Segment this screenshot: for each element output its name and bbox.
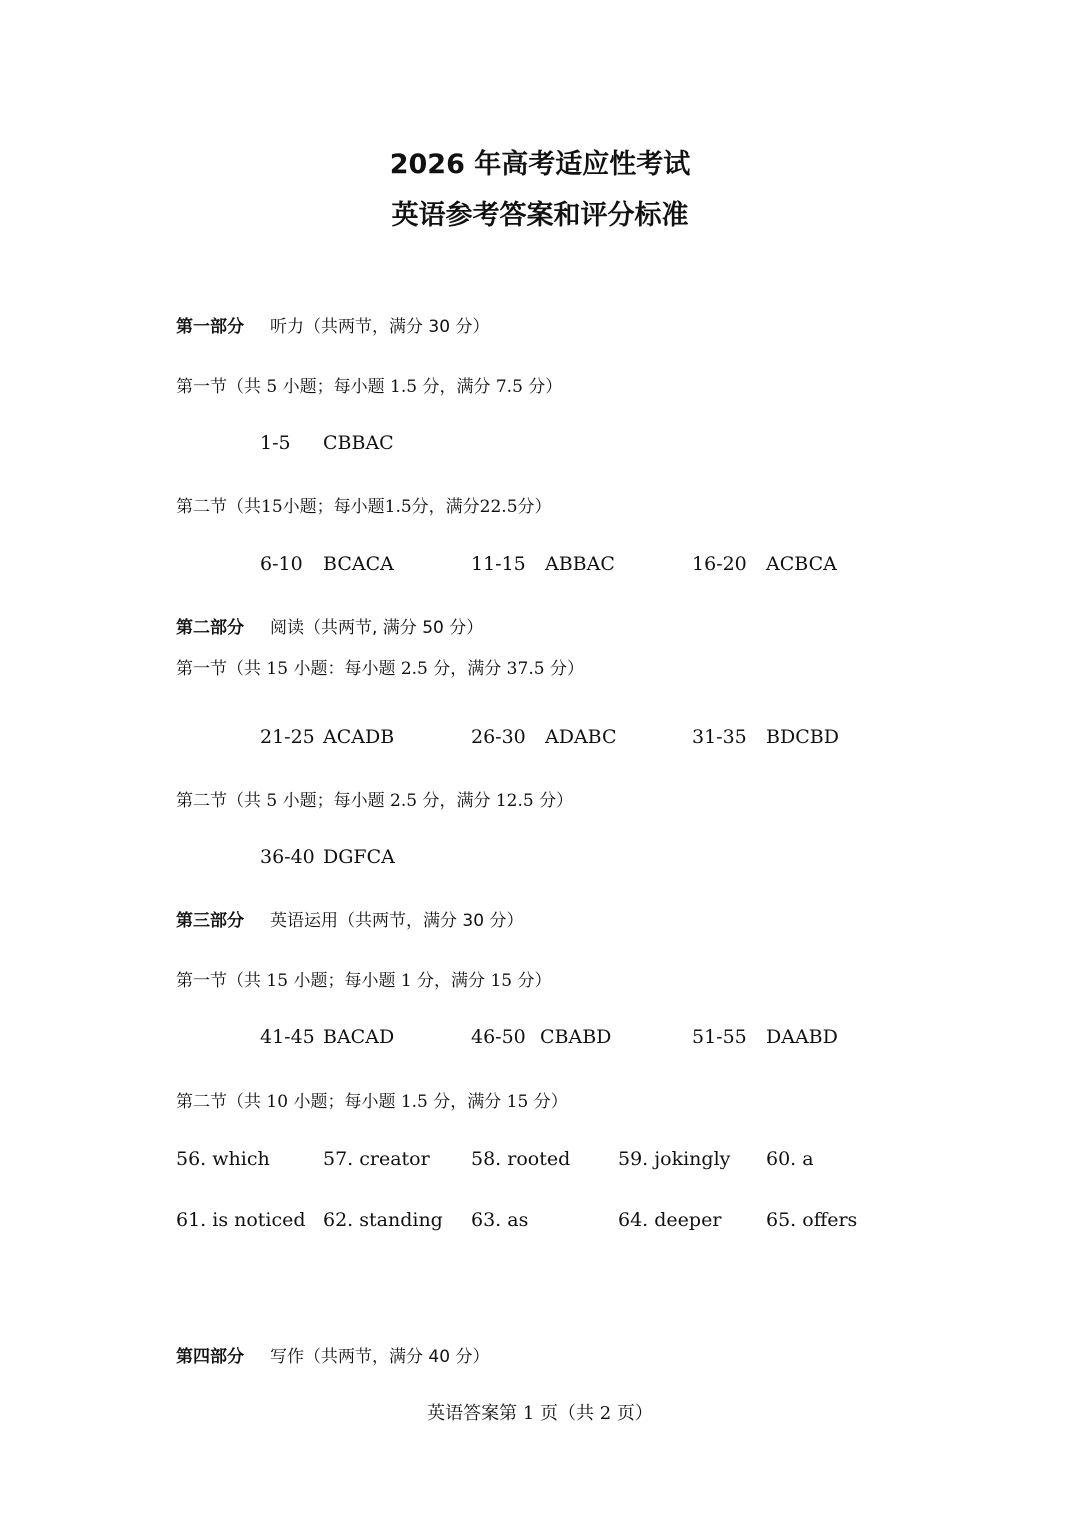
fill-answer: 62. standing [323,1209,443,1231]
part2-heading [176,613,483,638]
answer-range: 51-55 [692,1026,747,1048]
answer-letters: DAABD [766,1026,838,1048]
part3-desc: 英语运用（共两节，满分 30 分） [270,911,524,931]
part1-heading [176,312,489,337]
fill-answer: 59. jokingly [618,1148,731,1170]
answer-letters: BACAD [323,1026,395,1048]
answer-range: 41-45 [260,1026,315,1048]
answer-group [471,553,615,575]
answer-letters: CBABD [540,1026,612,1048]
part3-section1-heading: 第一节（共 15 小题；每小题 1 分，满分 15 分） [176,971,552,991]
answer-group [692,726,839,748]
fill-answer: 61. is noticed [176,1209,306,1231]
answer-range: 1-5 [260,432,291,454]
fill-answer: 65. offers [766,1209,858,1231]
answer-range: 26-30 [471,726,526,748]
fill-answer: 56. which [176,1148,270,1170]
part1-section1-heading: 第一节（共 5 小题；每小题 1.5 分，满分 7.5 分） [176,377,563,397]
answer-letters: DGFCA [323,846,395,868]
part2-desc: 阅读（共两节, 满分 50 分） [270,618,484,638]
part4-desc: 写作（共两节，满分 40 分） [270,1347,490,1367]
fill-answer: 63. as [471,1209,529,1231]
answer-letters: ADABC [545,726,617,748]
part4-label: 第四部分 [176,1347,244,1367]
part2-section2-heading: 第二节（共 5 小题；每小题 2.5 分，满分 12.5 分） [176,791,574,811]
answer-letters: ACADB [323,726,395,748]
fill-answer: 58. rooted [471,1148,571,1170]
answer-group [260,846,395,868]
answer-letters: CBBAC [323,432,394,454]
part1-label: 第一部分 [176,317,244,337]
answer-group [471,726,617,748]
answer-letters: BDCBD [766,726,839,748]
part3-section2-heading: 第二节（共 10 小题；每小题 1.5 分，满分 15 分） [176,1092,568,1112]
answer-range: 11-15 [471,553,526,575]
part1-desc: 听力（共两节，满分 30 分） [270,317,490,337]
part3-label: 第三部分 [176,911,244,931]
answer-group [260,726,394,748]
part3-heading [176,906,523,931]
answer-range: 6-10 [260,553,303,575]
answer-group [260,1026,394,1048]
page-title: 2026 年高考适应性考试 [389,149,691,180]
part4-heading [176,1342,489,1367]
part2-label: 第二部分 [176,618,244,638]
answer-range: 36-40 [260,846,315,868]
answer-group [471,1026,611,1048]
answer-group [260,553,394,575]
answer-range: 21-25 [260,726,315,748]
answer-range: 31-35 [692,726,747,748]
answer-group [692,1026,838,1048]
answer-group [692,553,837,575]
page-footer: 英语答案第 1 页（共 2 页） [427,1403,653,1424]
part2-section1-heading: 第一节（共 15 小题：每小题 2.5 分，满分 37.5 分） [176,659,584,679]
fill-answer: 64. deeper [618,1209,722,1231]
answer-group [260,432,394,454]
answer-range: 46-50 [471,1026,526,1048]
fill-answer: 60. a [766,1148,814,1170]
fill-answer: 57. creator [323,1148,430,1170]
answer-letters: BCACA [323,553,394,575]
answer-letters: ABBAC [545,553,615,575]
answer-letters: ACBCA [766,553,837,575]
part1-section2-heading: 第二节（共15小题；每小题1.5分，满分22.5分） [176,497,552,517]
answer-range: 16-20 [692,553,747,575]
page-subtitle: 英语参考答案和评分标准 [391,200,689,231]
